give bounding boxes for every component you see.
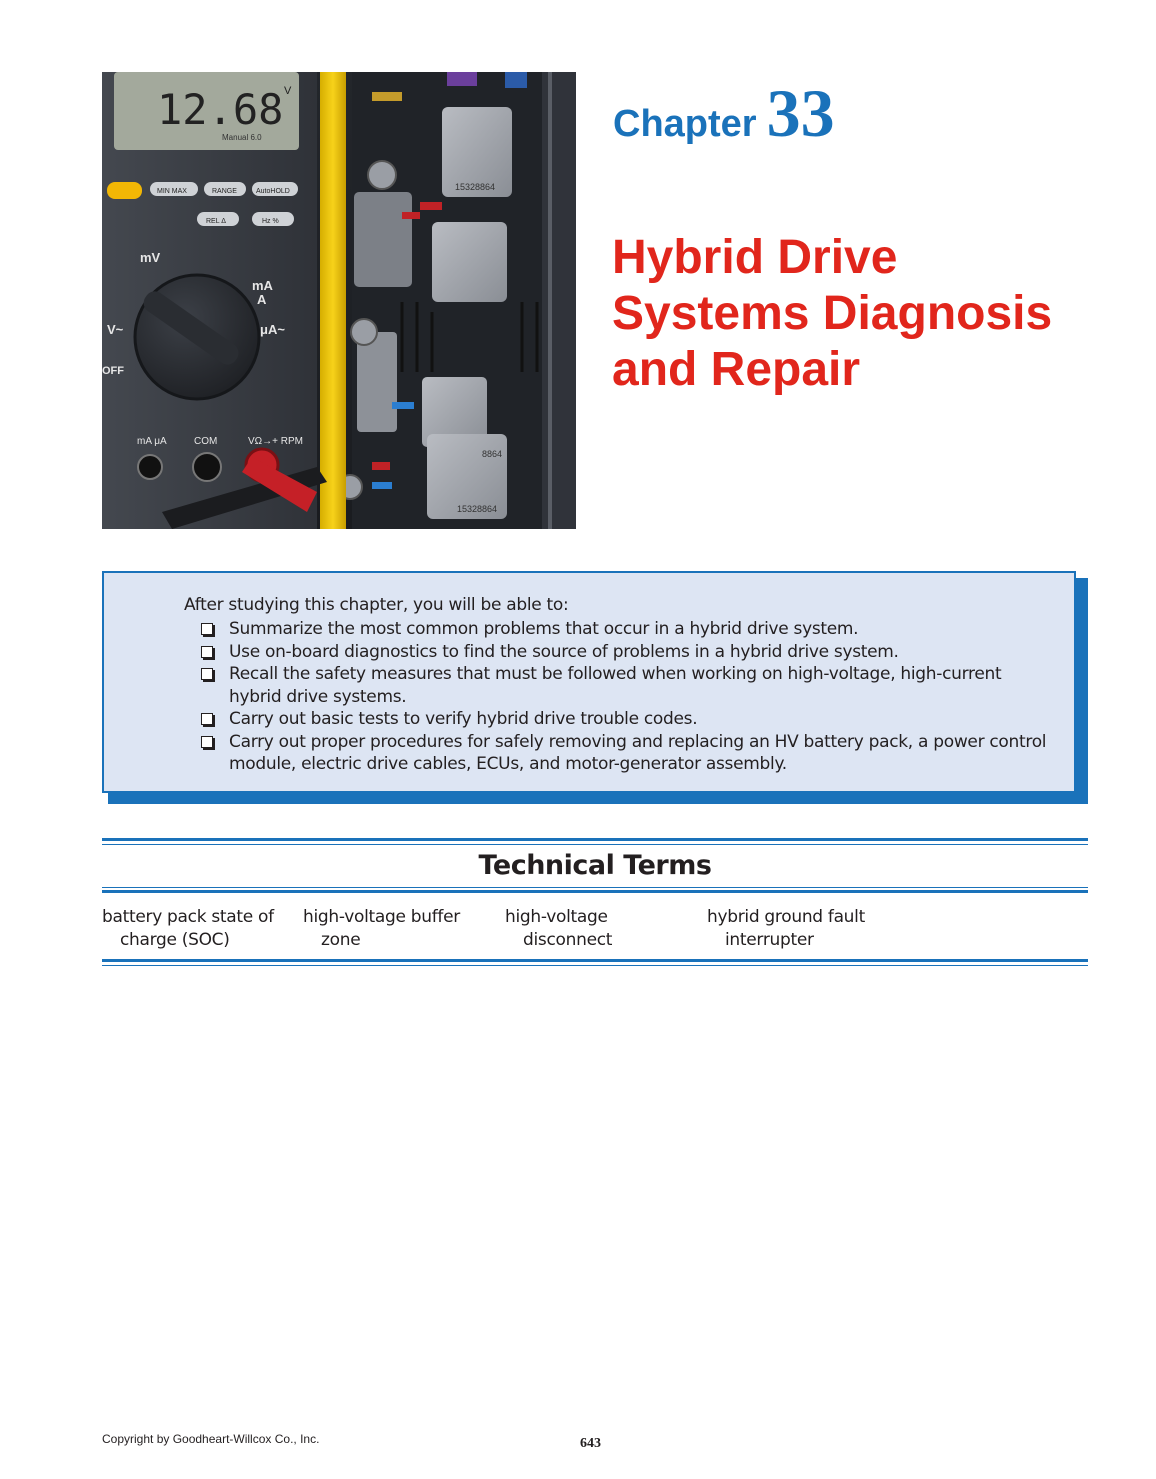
divider xyxy=(102,890,1088,893)
divider xyxy=(102,959,1088,962)
svg-text:OFF: OFF xyxy=(102,365,124,377)
fuse xyxy=(372,92,402,101)
objectives-box xyxy=(102,571,1076,793)
bolt xyxy=(368,161,396,189)
checkbox-icon xyxy=(201,668,213,680)
meter-mode: Manual 6.0 xyxy=(222,133,262,142)
meter-yellow-button xyxy=(107,182,142,199)
relay-label: 15328864 xyxy=(455,182,496,192)
technical-terms-heading: Technical Terms xyxy=(478,850,712,881)
fuse xyxy=(420,202,442,210)
chapter-title xyxy=(612,230,1112,398)
svg-text:V~: V~ xyxy=(107,322,124,337)
relay-label: 15328864 xyxy=(457,504,498,514)
meter-unit: V xyxy=(284,85,292,97)
objectives-list xyxy=(199,618,1049,776)
relay xyxy=(354,192,412,287)
chapter-title-line: and Repair xyxy=(612,343,861,396)
fuse xyxy=(372,482,392,489)
checkbox-icon xyxy=(201,646,213,658)
chapter-title-line: Systems Diagnosis xyxy=(612,287,1053,340)
svg-text:COM: COM xyxy=(194,436,218,447)
checkbox-icon xyxy=(201,623,213,635)
chapter-title-line: Hybrid Drive xyxy=(612,231,898,284)
svg-text:MIN MAX: MIN MAX xyxy=(157,188,187,195)
fuse xyxy=(505,72,527,88)
port xyxy=(193,453,221,481)
chapter-photo xyxy=(102,72,576,529)
chapter-number: 33 xyxy=(766,75,835,151)
technical-term: high-voltage disconnect xyxy=(505,907,613,950)
chapter-heading xyxy=(613,74,835,153)
fuse xyxy=(402,212,420,219)
objectives-intro: After studying this chapter, you will be able to: xyxy=(184,595,569,615)
divider xyxy=(102,844,1088,845)
technical-term: high-voltage buffer zone xyxy=(303,907,460,950)
svg-text:A: A xyxy=(257,292,267,307)
svg-text:REL Δ: REL Δ xyxy=(206,218,226,225)
fuse xyxy=(447,72,477,86)
objective-item: Carry out proper procedures for safely removing and replacing an HV battery pack, a power control module, electric drive cables, ECUs, and motor-generator assembly. xyxy=(199,731,1049,776)
svg-text:VΩ→+ RPM: VΩ→+ RPM xyxy=(248,436,303,447)
svg-text:μA~: μA~ xyxy=(260,322,285,337)
fuse xyxy=(372,462,390,470)
relay-label: 8864 xyxy=(482,449,503,459)
relay xyxy=(357,332,397,432)
svg-text:Hz %: Hz % xyxy=(262,218,279,225)
fuse xyxy=(392,402,414,409)
svg-text:RANGE: RANGE xyxy=(212,188,237,195)
technical-term: battery pack state of charge (SOC) xyxy=(102,907,274,950)
meter-reading: 12.68 xyxy=(157,85,284,134)
relay xyxy=(432,222,507,302)
chapter-word: Chapter xyxy=(613,103,757,145)
copyright-notice: Copyright by Goodheart-Willcox Co., Inc. xyxy=(102,1432,320,1446)
multimeter xyxy=(102,72,327,529)
checkbox-icon xyxy=(201,736,213,748)
test-lead xyxy=(320,72,346,529)
divider xyxy=(102,887,1088,888)
objective-item: Recall the safety measures that must be followed when working on high-voltage, high-current hybrid drive systems. xyxy=(199,663,1049,708)
objective-item: Use on-board diagnostics to find the source of problems in a hybrid drive system. xyxy=(199,641,1049,664)
svg-text:AutoHOLD: AutoHOLD xyxy=(256,188,290,195)
checkbox-icon xyxy=(201,713,213,725)
objective-item: Carry out basic tests to verify hybrid drive trouble codes. xyxy=(199,708,1049,731)
bolt xyxy=(351,319,377,345)
svg-text:mV: mV xyxy=(140,250,161,265)
fuse-box xyxy=(338,72,576,529)
divider xyxy=(102,838,1088,841)
technical-term: hybrid ground fault interrupter xyxy=(707,907,865,950)
port xyxy=(138,455,162,479)
divider xyxy=(102,965,1088,966)
objective-item: Summarize the most common problems that occur in a hybrid drive system. xyxy=(199,618,1049,641)
page-number: 643 xyxy=(580,1436,601,1451)
svg-text:mA μA: mA μA xyxy=(137,436,167,447)
svg-text:mA: mA xyxy=(252,278,273,293)
